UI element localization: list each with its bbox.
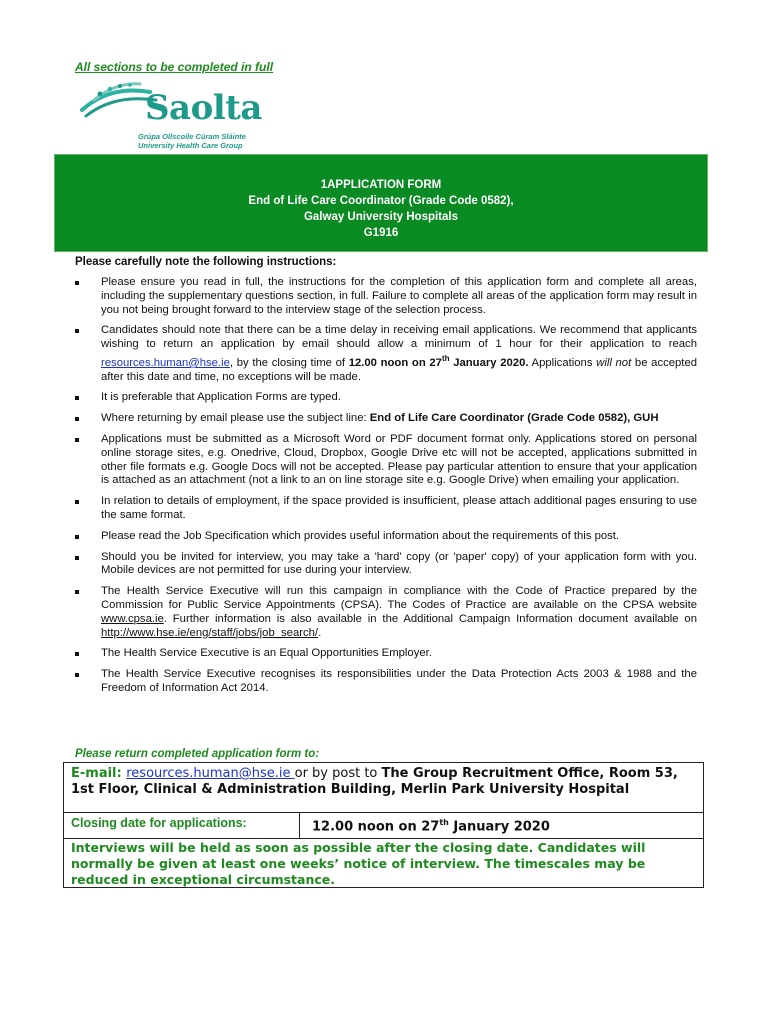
return-email-link[interactable]: resources.human@hse.ie	[126, 766, 295, 781]
bullet-icon	[75, 500, 79, 504]
email-label: E-mail:	[71, 766, 127, 781]
banner-location: Galway University Hospitals	[303, 211, 459, 223]
list-item: It is preferable that Application Forms are typed.	[75, 391, 697, 405]
bullet-icon	[75, 673, 79, 677]
email-link[interactable]: resources.human@hse.ie	[101, 356, 230, 369]
list-item: Candidates should note that there can be a time delay in receiving email applications. We recommend that applicants wishing to return an application by email should allow a minimum of 1 hour for their application to reach resources.human@hse.ie, by the closing time of 12.00 noon on 27th January 2020. Applications will not be accepted after this date and time, no exceptions will be made.	[75, 324, 697, 384]
return-address-row: E-mail: resources.human@hse.ie or by post to The Group Recruitment Office, Room 53, 1st Floor, Clinical & Administration Building, Merlin Park University Hospital	[64, 763, 703, 813]
closing-date-value: 12.00 noon on 27th January 2020	[312, 818, 550, 835]
list-item: The Health Service Executive is an Equal Opportunities Employer.	[75, 647, 697, 661]
list-item: Should you be invited for interview, you may take a 'hard' copy (or 'paper' copy) of your application form with you. Mobile devices are not permitted for use during your interview.	[75, 551, 697, 579]
logo-subtitle-english: University Health Care Group	[138, 141, 243, 150]
bullet-icon	[75, 281, 79, 285]
banner-post-title: End of Life Care Coordinator (Grade Code 0582),	[248, 195, 514, 207]
logo-subtitle-irish: Grúpa Ollscoile Cúram Sláinte	[138, 132, 246, 141]
completion-note: All sections to be completed in full	[75, 60, 274, 74]
closing-date-row	[64, 813, 703, 839]
cpsa-link[interactable]: www.cpsa.ie	[101, 612, 164, 625]
list-item: In relation to details of employment, if the space provided is insufficient, please attach additional pages ensuring to use the same format.	[75, 495, 697, 523]
bullet-icon	[75, 590, 79, 594]
banner-form-title: 1APPLICATION FORM	[320, 179, 442, 191]
logo-wordmark: Saolta	[145, 88, 262, 128]
list-item: Where returning by email please use the subject line: End of Life Care Coordinator (Grade Code 0582), GUH	[75, 412, 697, 426]
bullet-icon	[75, 535, 79, 539]
hse-jobs-link[interactable]: http://www.hse.ie/eng/staff/jobs/job_search/	[101, 626, 319, 639]
bullet-icon	[75, 329, 79, 333]
instructions-heading: Please carefully note the following instructions:	[75, 256, 337, 268]
bullet-icon	[75, 396, 79, 400]
list-item: Please read the Job Specification which provides useful information about the requirements of this post.	[75, 530, 697, 544]
instructions-list	[75, 276, 697, 703]
return-note: Please return completed application form to:	[75, 748, 320, 760]
return-details-table	[63, 762, 704, 888]
list-item: The Health Service Executive will run this campaign in compliance with the Code of Practice prepared by the Commission for Public Service Appointments (CPSA). The Codes of Practice are available on the CPSA website www.cpsa.ie. Further information is also available in the Additional Campaign Information document available on http://www.hse.ie/eng/staff/jobs/job_search/.	[75, 585, 697, 640]
interview-notice: Interviews will be held as soon as possible after the closing date. Candidates will normally be given at least one weeks’ notice of interview. The timescales may be reduced in exceptional circumstance.	[71, 840, 646, 887]
bullet-icon	[75, 438, 79, 442]
bullet-icon	[75, 417, 79, 421]
list-item: Please ensure you read in full, the instructions for the completion of this application form and complete all areas, including the supplementary questions section, in full. Failure to complete all areas of the application form may result in you not being brought forward to the interview stage of the selection process.	[75, 276, 697, 317]
list-item: The Health Service Executive recognises its responsibilities under the Data Protection Acts 2003 & 1988 and the Freedom of Information Act 2014.	[75, 668, 697, 696]
saolta-logo	[80, 80, 280, 152]
banner-reference: G1916	[363, 227, 399, 239]
form-title-banner	[54, 154, 708, 252]
postal-address: The Group Recruitment Office, Room 53, 1st Floor, Clinical & Administration Building, Merlin Park University Hospital	[71, 766, 678, 797]
bullet-icon	[75, 652, 79, 656]
bullet-icon	[75, 556, 79, 560]
list-item: Applications must be submitted as a Microsoft Word or PDF document format only. Applications stored on personal online storage sites, e.g. Onedrive, Cloud, Dropbox, Google Drive etc will not be accepted, applications submitted in other file formats e.g. Google Docs will not be accepted. Please pay particular attention to ensure that your application is attached as an attachment (not a link to an on line storage site e.g. Google Drive) when emailing your application.	[75, 433, 697, 488]
closing-date-label: Closing date for applications:	[64, 813, 300, 838]
